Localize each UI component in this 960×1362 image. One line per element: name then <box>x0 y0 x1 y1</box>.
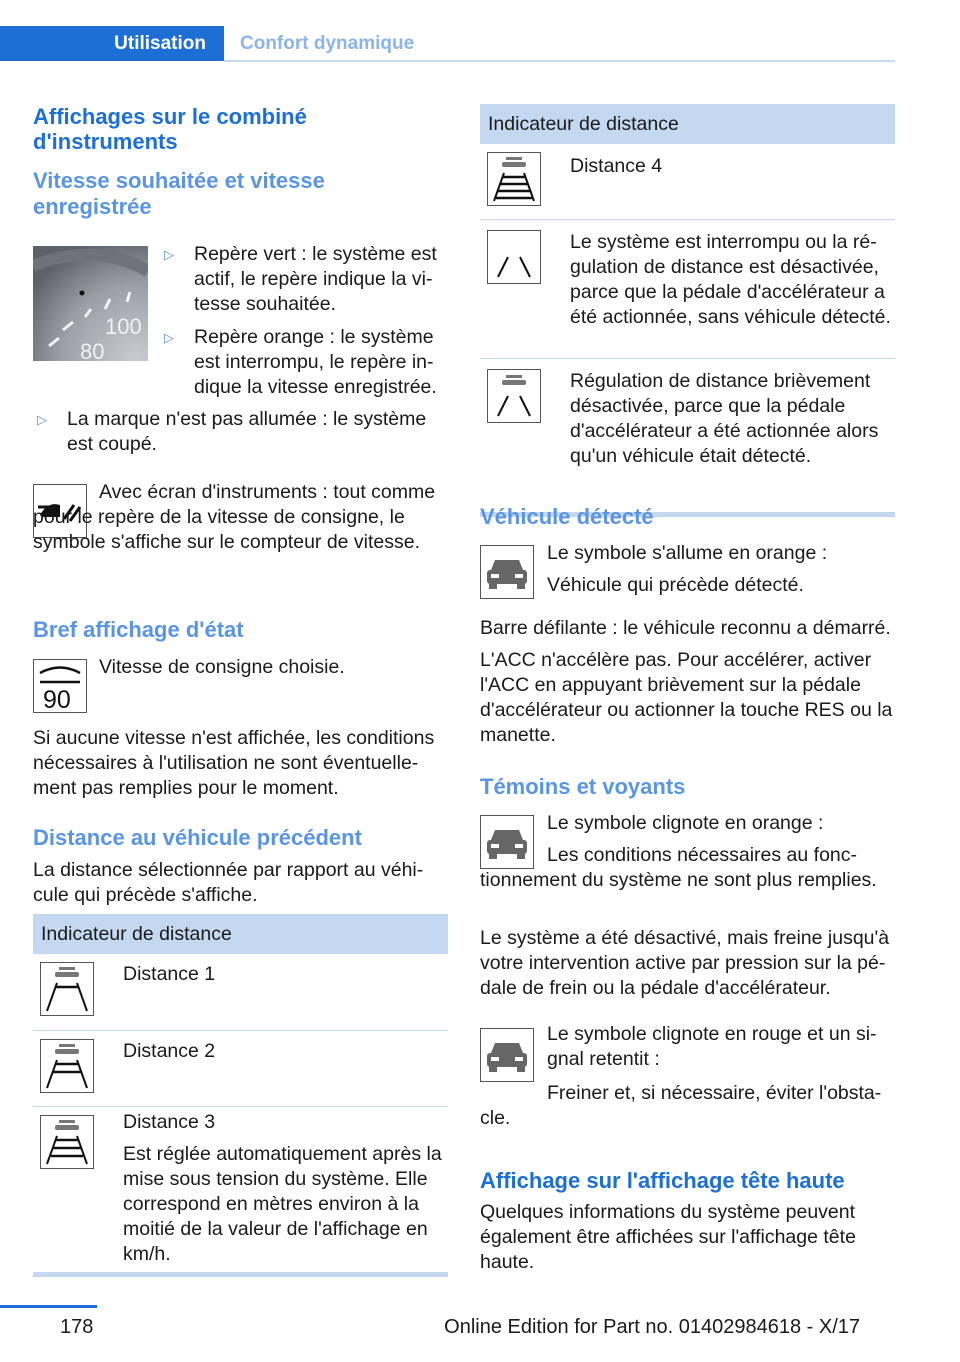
left-column <box>33 104 448 220</box>
row-text: Distance 1 <box>123 963 216 985</box>
heading-bref: Bref affichage d'état <box>33 617 244 642</box>
tab-confort-dynamique[interactable]: Confort dynamique <box>240 33 415 54</box>
heading-distance: Distance au véhicule précédent <box>33 825 362 850</box>
para-desactive: Le système a été désactivé, mais freine jusqu'à votre intervention active par pression sur la pédale de frein ou la pédale d'accélérateur. <box>480 927 890 999</box>
para-acc: L'ACC n'accélère pas. Pour accélérer, activer l'ACC en appuyant brièvement sur la pédale d'accélérateur ou actionner la touche RES ou la manette. <box>480 649 893 746</box>
para-aucune: Si aucune vitesse n'est affichée, les conditions nécessaires à l'utilisation ne sont éventuellement pas remplies pour le moment. <box>33 727 435 799</box>
table-row <box>33 1107 448 1272</box>
distance-table-right <box>480 104 895 517</box>
row-title: Distance 3 <box>123 1111 216 1133</box>
veh-line2: Véhicule qui précède détecté. <box>547 574 804 596</box>
vehicle-warning-red-icon <box>480 1028 534 1082</box>
edition-text: Online Edition for Part no. 01402984618 - X/17 <box>444 1316 860 1338</box>
distance-4-icon <box>487 152 541 206</box>
distance-2-icon <box>40 1039 94 1093</box>
row-text: Régulation de distance brièvement désactivée, parce que la pédale d'accélérateur a été actionnée alors qu'un véhicule était détecté. <box>570 370 879 467</box>
bullet-orange: ▷ Repère orange : le système est interrompu, le repère indique la vitesse enregistrée. <box>160 325 450 400</box>
bullet-vert: ▷ Repère vert : le système est actif, le repère indique la vitesse souhaitée. <box>160 242 450 317</box>
bullet-block <box>33 407 448 457</box>
table-row <box>33 954 448 1031</box>
gauge-label-80: 80 <box>80 339 105 361</box>
table-row <box>480 220 895 359</box>
bullet-eteint: ▷ La marque n'est pas allumée : le système est coupé. <box>33 407 448 457</box>
heading-affichages: Affichages sur le combiné d'instruments <box>33 104 307 154</box>
tem-line1: Le symbole clignote en orange : <box>547 812 824 834</box>
heading-vitesse: Vitesse souhaitée et vitesse enregistrée <box>33 168 325 219</box>
row-text: Distance 2 <box>123 1040 216 1062</box>
para-ecran: Avec écran d'instruments : tout comme pour le repère de la vitesse de consigne, le symbole s'affiche sur le compteur de vitesse. <box>33 481 436 553</box>
heading-vehicule: Véhicule détecté <box>480 504 654 529</box>
bullets-nested <box>160 242 450 400</box>
para-barre: Barre défilante : le véhicule reconnu a démarré. <box>480 617 891 639</box>
footer-accent <box>0 1305 97 1308</box>
para-hud: Quelques informations du système peuvent également être affichées sur l'affichage tête haute. <box>480 1201 856 1273</box>
text-consigne: Vitesse de consigne choisie. <box>99 656 345 678</box>
rouge-line2: Freiner et, si nécessaire, éviter l'obstacle. <box>480 1082 882 1129</box>
speedometer-image <box>33 246 148 361</box>
veh-text <box>547 541 895 598</box>
table-header: Indicateur de distance <box>33 914 448 954</box>
rouge-line1: Le symbole clignote en rouge et un signal retentit : <box>547 1023 877 1070</box>
table-row <box>480 359 895 512</box>
set-speed-icon <box>33 659 87 713</box>
heading-temoins: Témoins et voyants <box>480 774 686 799</box>
distance-1-icon <box>40 962 94 1016</box>
veh-line1: Le symbole s'allume en orange : <box>547 542 828 564</box>
system-interrupted-icon <box>487 230 541 284</box>
header-divider <box>224 60 895 62</box>
row-text: Distance 4 <box>570 155 663 177</box>
table-header: Indicateur de distance <box>480 104 895 144</box>
table-end <box>33 1272 448 1277</box>
para-distance: La distance sélectionnée par rapport au véhicule qui précède s'affiche. <box>33 859 424 906</box>
speedometer-graphic <box>33 246 148 361</box>
table-row <box>480 144 895 220</box>
gauge-label-100: 100 <box>105 314 142 339</box>
distance-table-left <box>33 914 448 1277</box>
tab-utilisation[interactable]: Utilisation <box>0 26 224 61</box>
row-text: Le système est interrompu ou la régulation de distance est désactivée, parce que la pédale d'accélérateur a été actionnée, sans véhicule détecté. <box>570 231 891 328</box>
distance-3-icon <box>40 1115 94 1169</box>
set-speed-number: 90 <box>43 686 71 712</box>
tem-line2: Les conditions nécessaires au fonctionnement du système ne sont plus remplies. <box>480 844 877 891</box>
row-text <box>123 1110 448 1267</box>
page-number: 178 <box>60 1316 94 1338</box>
heading-hud: Affichage sur l'affichage tête haute <box>480 1168 845 1193</box>
row-description: Est réglée automatiquement après la mise sous tension du système. Elle correspond en mètres environ à la moitié de la valeur de l'affichage en km/h. <box>123 1143 442 1265</box>
briefly-deactivated-icon <box>487 369 541 423</box>
vehicle-detected-icon <box>480 545 534 599</box>
table-row <box>33 1031 448 1107</box>
